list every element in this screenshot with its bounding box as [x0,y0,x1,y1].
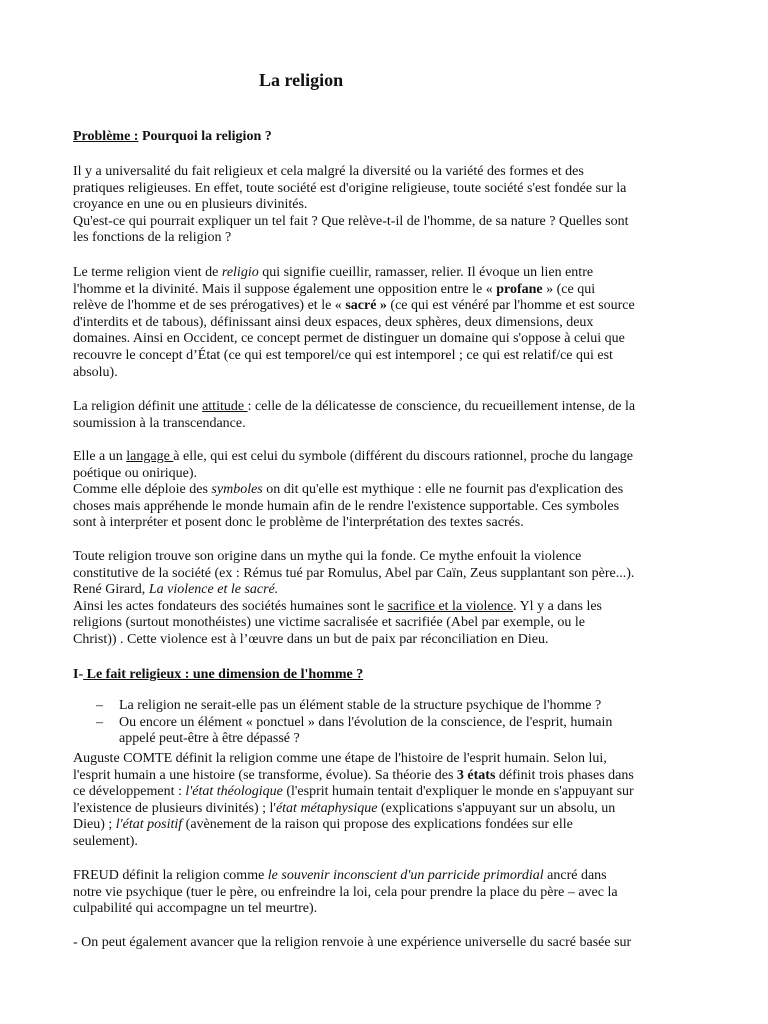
text-line: Christ)) . Cette violence est à l’œuvre dans un but de paix par réconciliation en Dieu. [73,631,549,647]
text-line: domaines. Ainsi en Occident, ce concept permet de distinguer un domaine qui s'oppose à celui que [73,331,625,347]
text-span: ancré dans [543,868,607,883]
section-heading [73,667,703,684]
text-span: René Girard, [73,582,149,598]
text-span: (l'esprit humain tentait d'expliquer le monde en s'appuyant sur [282,784,634,800]
text-line: culpabilité qui accompagne un tel meurtre). [73,901,318,917]
text-line: Ou encore un élément « ponctuel » dans l'évolution de la conscience, de l'esprit, humain [119,714,613,730]
italic-term: l'état positif [115,817,183,833]
text-span: relève de l'homme et de ses prérogatives) et le « [73,298,346,314]
italic-term: symboles [211,482,263,498]
underlined-term: langage [126,449,174,464]
text-line: religions (surtout monothéistes) une victime sacralisée et sacrifiée (Abel par exemple, ou le [73,615,585,631]
text-span: qui signifie cueillir, ramasser, relier. Il évoque un lien entre [258,265,594,280]
text-line: Auguste COMTE définit la religion comme une étape de l'histoire de l'esprit humain. Selon lui, [73,751,607,766]
text-span: l'esprit humain a une histoire (se transforme, évolue). Sa théorie des [73,767,457,783]
text-span: » (ce qui [542,281,596,297]
myth-paragraph [73,549,703,649]
text-span: (avènement de la raison qui propose des explications fondées sur elle [182,817,573,833]
text-span: ce développement : [73,784,186,800]
problem-label: Problème : [73,129,139,144]
section-title: Le fait religieux : une dimension de l'homme ? [83,667,364,682]
text-line: choses mais appréhende le monde humain afin de le rendre l'existence supportable. Ces symboles [73,498,620,514]
text-line: d'interdits et de tabous), définissant ainsi deux espaces, deux sphères, deux dimensions, deux [73,314,594,330]
text-line: les fonctions de la religion ? [73,230,232,246]
text-span: définit trois phases dans [495,767,634,783]
text-line: sont à interpréter et posent donc le problème de l'interprétation des textes sacrés. [73,515,524,531]
bold-term: profane [496,281,543,297]
problem-question: Pourquoi la religion ? [138,129,272,144]
text-span: Elle a un [73,449,127,464]
text-line: soumission à la transcendance. [73,415,246,431]
text-line: recouvre le concept d’État (ce qui est temporel/ce qui est intemporel ; ce qui est relatif/ce qui est [73,347,613,363]
text-line: constitutive de la société (ex : Rémus tué par Romulus, Abel par Caïn, Zeus supplantant son père...). [73,565,635,581]
text-span: on dit qu'elle est mythique : elle ne fournit pas d'explication des [262,482,624,498]
language-paragraph [73,449,703,532]
dash-bullet: – [96,714,103,730]
text-line: notre vie psychique (tuer le père, ou enfreindre la loi, cela pour prendre la place du père – avec la [73,884,618,900]
etymology-paragraph [73,265,703,381]
text-span: La religion définit une [73,399,203,414]
comte-paragraph [73,751,703,851]
text-line: poétique ou onirique). [73,465,198,481]
text-span: (explications s'appuyant sur un absolu, un [377,800,616,816]
text-span: à elle, qui est celui du symbole (différent du discours rationnel, proche du langage [173,449,633,464]
text-span: Ainsi les actes fondateurs des sociétés humaines sont le [73,598,388,614]
text-line: pratiques religieuses. En effet, toute société est d'origine religieuse, toute société s'est fondée sur la [73,180,627,196]
text-line: appelé peut-être à être dépassé ? [119,731,300,747]
section-number: I- [73,667,84,682]
list-item [73,715,703,748]
list-item [73,698,703,715]
text-span: . Yl y a dans les [513,598,603,614]
text-span: (ce qui est vénéré par l'homme et est source [386,298,635,314]
underlined-term: attitude [202,399,248,414]
text-span: l'existence de plusieurs divinités) ; l' [73,800,276,816]
dash-bullet: – [96,698,103,713]
text-span: Le terme religion vient de [73,265,222,280]
italic-term: l'état théologique [185,784,283,800]
text-line: croyance en une ou en plusieurs divinités. [73,197,308,213]
italic-term: religio [221,265,259,280]
text-span: FREUD définit la religion comme [73,868,268,883]
sacred-experience-paragraph [73,935,703,952]
text-span: Comme elle déploie des [73,482,212,498]
text-span: Dieu) ; [73,817,116,833]
page-title: La religion [259,70,344,90]
italic-title: La violence et le sacré. [148,582,279,598]
freud-paragraph [73,868,703,918]
italic-term: état métaphysique [275,800,378,816]
question-list [73,698,703,748]
text-line: - On peut également avancer que la religion renvoie à une expérience universelle du sacré basée sur [73,935,632,950]
italic-term: le souvenir inconscient d'un parricide primordial [267,868,544,883]
text-line: Il y a universalité du fait religieux et cela malgré la diversité ou la variété des formes et des [73,164,584,179]
text-line: absolu). [73,364,118,380]
text-line: La religion ne serait-elle pas un élément stable de la structure psychique de l'homme ? [119,698,602,713]
text-line: Toute religion trouve son origine dans un mythe qui la fonde. Ce mythe enfouit la violence [73,549,582,564]
intro-paragraph [73,164,703,247]
underlined-term: sacrifice et la violence [387,598,514,614]
problem-heading [73,129,703,146]
attitude-paragraph [73,399,703,432]
text-span: l'homme et la divinité. Mais il suppose également une opposition entre le « [73,281,497,297]
text-line: Qu'est-ce qui pourrait expliquer un tel fait ? Que relève-t-il de l'homme, de sa nature ? Quelles sont [73,213,629,229]
text-line: seulement). [73,833,138,849]
bold-term: 3 états [456,767,496,783]
bold-term: sacré » [345,298,387,314]
text-span: : celle de la délicatesse de conscience, du recueillement intense, de la [247,399,636,414]
